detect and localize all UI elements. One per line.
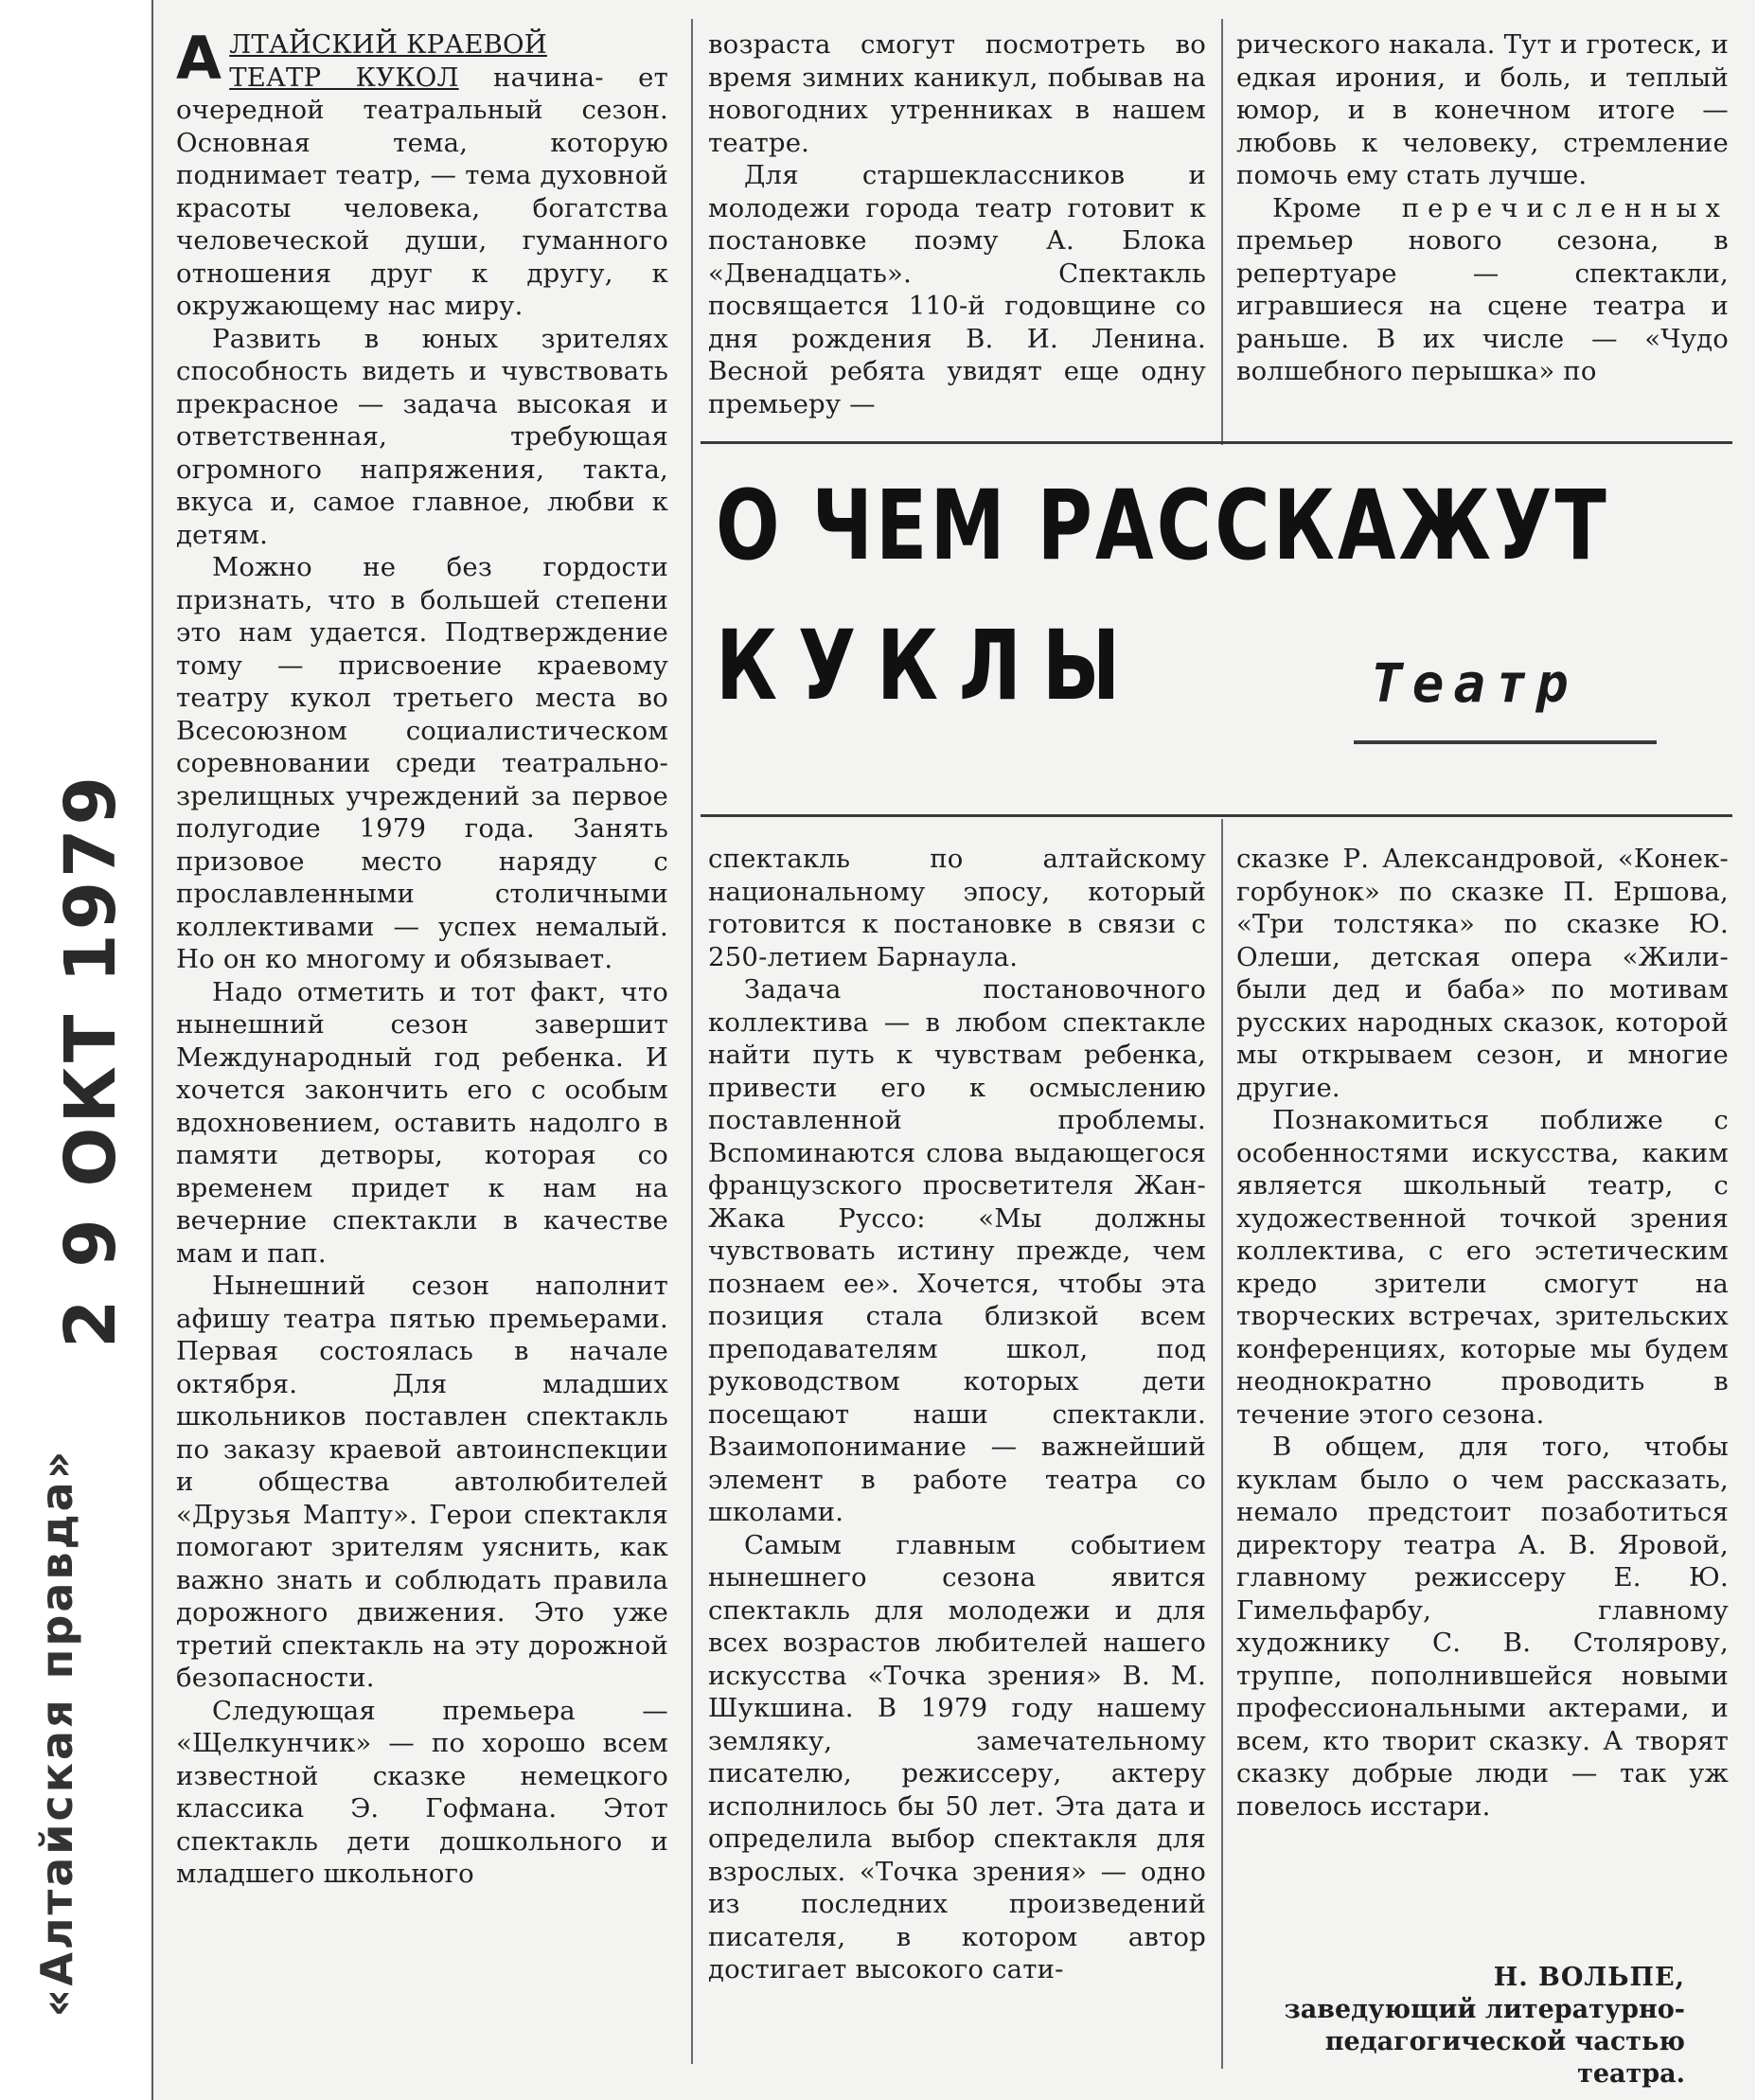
paragraph: рического накала. Тут и гротеск, и едкая ирония, и боль, и теплый юмор, и в конечном итоге — любовь к человеку, стремление помочь ему стать лучше. (1236, 29, 1729, 190)
rubric-label: Театр (1371, 653, 1578, 715)
paragraph: Познакомиться поближе с особенностями искусства, каким является школьный театр, с художественной точкой зрения коллектива, с его эстетическим кредо зрители смогут на творческих встречах, зрительских конференциях, которые мы будем неоднократно проводить в течение этого сезона. (1236, 1105, 1729, 1430)
theatre-name-line1: ЛТАЙСКИЙ КРАЕВОЙ (229, 29, 547, 60)
paragraph: Надо отметить и тот факт, что нынешний сезон завершит Международный год ребенка. И хочется закончить его с особым вдохновением, оставить надолго в памяти детворы, которая со временем придет к нам на вечерние спектакли в качестве мам и пап. (176, 976, 668, 1269)
column-divider (691, 19, 693, 2064)
article-column-2-bottom (708, 843, 1206, 2064)
author-name: Н. ВОЛЬПЕ, (1493, 1963, 1685, 1992)
article-lead (176, 24, 668, 323)
paragraph: В общем, для того, чтобы куклам было о чем рассказать, немало предстоит позаботиться директору театра А. В. Яровой, главному режиссеру Е. Ю. Гимельфарбу, главному художнику С. В. Столярову, труппе, пополнившейся новыми профессиональными актерами, и всем, кто творит сказку. А творят сказку добрые люди — так уж повелось исстари. (1236, 1432, 1729, 1822)
paragraph: Можно не без гордости признать, что в большей степени это нам удается. Подтверждение тому — присвоение краевому театру кукол третьего места во Всесоюзном социалистическом соревновании среди театрально-зрелищных учреждений за первое полугодие 1979 года. Занять призовое место наряду с прославленными столичными коллективами — успех немалый. Но он ко многому и обязывает. (176, 552, 668, 974)
text-run: премьер нового сезона, в репертуаре — спектакли, игравшиеся на сцене театра и раньше. В их числе — «Чудо волшебного перышка» по (1236, 225, 1729, 386)
column-divider (1221, 819, 1223, 2069)
author-role: педагогической частью (1324, 2027, 1685, 2056)
paragraph (1236, 192, 1729, 388)
article-column-3-bottom (1236, 843, 1729, 1950)
lead-continuation: начина- (458, 62, 604, 93)
headline-rule-top (701, 441, 1732, 444)
column-divider (1221, 19, 1223, 445)
paragraph: Развить в юных зрителях способность видеть и чувствовать прекрасное — задача высокая и ответственная, требующая огромного напряжения, такта, вкуса и, самое главное, любви к детям. (176, 323, 668, 550)
drop-cap: А (176, 24, 222, 93)
theatre-name-line2: ТЕАТР КУКОЛ (229, 62, 459, 93)
headline (716, 456, 1609, 737)
paragraph: возраста смогут посмотреть во время зимних каникул, побывав на новогодних утренниках в нашем театре. (708, 29, 1206, 158)
archive-date-stamp: 2 9 ОКТ 1979 (50, 772, 132, 1349)
paragraph: Самым главным событием нынешнего сезона явится спектакль для молодежи и для всех возрастов любителей нашего искусства «Точка зрения» В. М. Шукшина. В 1979 году нашему земляку, замечательному писателю, режиссеру, актеру исполнилось бы 50 лет. Эта дата и определила выбор спектакля для взрослых. «Точка зрения» — одно из последних произведений писателя, в котором автор достигает высокого сати- (708, 1529, 1206, 1984)
text-run-spaced: перечисленных (1401, 192, 1729, 223)
headline-line-1: О ЧЕМ РАССКАЖУТ (716, 470, 1609, 582)
author-role: заведующий литературно- (1284, 1995, 1685, 2024)
headline-rule-bottom (701, 814, 1732, 817)
paragraph: Нынешний сезон наполнит афишу театра пятью премьерами. Первая состоялась в начале октября. Для младших школьников поставлен спектакль по заказу краевой автоинспекции и общества автолюбителей «Друзья Мапту». Герои спектакля помогают зрителям уяснить, как важно знать и соблюдать правила дорожного движения. Это уже третий спектакль на эту дорожной безопасности. (176, 1271, 668, 1693)
author-role: театра. (1577, 2059, 1685, 2089)
paragraph: Для старшеклассников и молодежи города театр готовит к постановке поэму А. Блока «Двенадцать». Спектакль посвящается 110-й годовщине со дня рождения В. И. Ленина. Весной ребята увидят еще одну премьеру — (708, 160, 1206, 419)
author-signature (1250, 1962, 1685, 2091)
rubric-underline (1354, 740, 1657, 744)
clipping-margin (0, 0, 151, 2100)
paragraph: Следующая премьера — «Щелкунчик» — по хорошо всем известной сказке немецкого классика Э. Гофмана. Этот спектакль дети дошкольного и младшего школьного (176, 1695, 668, 1889)
paragraph: сказке Р. Александровой, «Конек-горбунок» по сказке П. Ершова, «Три толстяка» по сказке Ю. Олеши, детская опера «Жили-были дед и баба» по мотивам русских народных сказок, которой мы открываем сезон, и многие другие. (1236, 844, 1729, 1103)
paragraph: Задача постановочного коллектива — в любом спектакле найти путь к чувствам ребенка, привести его к осмыслению поставленной проблемы. Вспоминаются слова выдающегося французского просветителя Жан-Жака Руссо: «Мы должны чувствовать истину прежде, чем познаем ее». Хочется, чтобы эта позиция стала близкой всем преподавателям школ, под руководством которых дети посещают наши спектакли. Взаимопонимание — важнейший элемент в работе театра со школами. (708, 974, 1206, 1527)
article-column-1 (176, 24, 668, 2064)
article-column-3-top (1236, 28, 1729, 426)
newspaper-name-stamp: «Алтайская правда» (31, 1448, 82, 2018)
headline-line-2: КУКЛЫ (716, 610, 1142, 722)
text-run: Кроме (1272, 192, 1402, 223)
paragraph: ет очередной театральный сезон. Основная тема, которую поднимает театр, — тема духовной красоты человека, богатства человеческой души, гуманного отношения друг к другу, к окружающему нас миру. (176, 62, 668, 321)
paragraph: спектакль по алтайскому национальному эпосу, который готовится к постановке в связи с 250-летием Барнаула. (708, 844, 1206, 972)
article-column-2-top (708, 28, 1206, 426)
